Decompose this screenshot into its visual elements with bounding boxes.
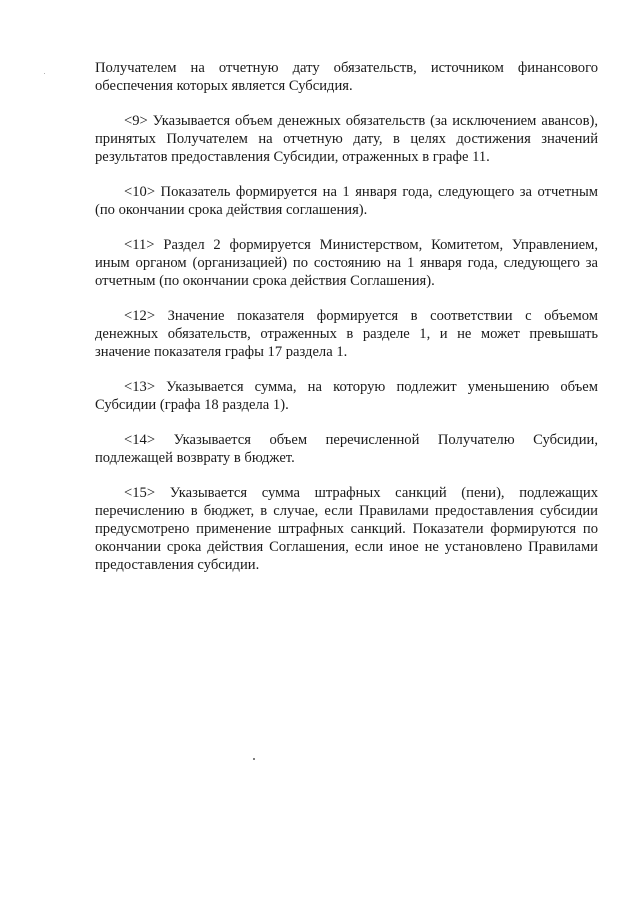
- document-body: [95, 59, 598, 591]
- footnote-15: <15> Указывается сумма штрафных санкций (пени), подлежащих перечислению в бюджет, в случае, если Правилами предоставления субсидии предусмотрено применение штрафных санкций. Показатели формируются по окончании срока действия Соглашения, если иное не установлено Правилами предоставления субсидии.: [95, 485, 598, 573]
- scan-artifact: [253, 758, 255, 760]
- footnote-10: <10> Показатель формируется на 1 января года, следующего за отчетным (по окончании срока действия соглашения).: [95, 184, 598, 218]
- footnote-13: <13> Указывается сумма, на которую подлежит уменьшению объем Субсидии (графа 18 раздела 1).: [95, 379, 598, 413]
- footnote-14: <14> Указывается объем перечисленной Получателю Субсидии, подлежащей возврату в бюджет.: [95, 432, 598, 466]
- scan-artifact: [44, 73, 45, 74]
- paragraph-continuation: Получателем на отчетную дату обязательств, источником финансового обеспечения которых является Субсидия.: [95, 60, 598, 94]
- footnote-12: <12> Значение показателя формируется в соответствии с объемом денежных обязательств, отраженных в разделе 1, и не может превышать значение показателя графы 17 раздела 1.: [95, 308, 598, 360]
- footnote-11: <11> Раздел 2 формируется Министерством, Комитетом, Управлением, иным органом (организацией) по состоянию на 1 января года, следующего за отчетным (по окончании срока действия Соглашения).: [95, 237, 598, 289]
- footnote-9: <9> Указывается объем денежных обязательств (за исключением авансов), принятых Получателем на отчетную дату, в целях достижения значений результатов предоставления Субсидии, отраженных в графе 11.: [95, 113, 598, 165]
